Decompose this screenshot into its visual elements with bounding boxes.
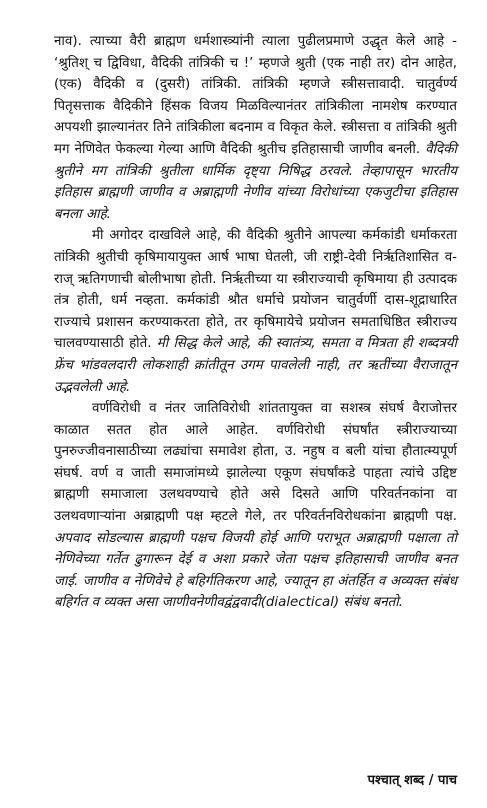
paragraph-italic-text: मी सिद्ध केले आहे, की स्वातंत्र्य, समता व मित्रता ही शब्दत्रयी फ्रेंच भांडवलदारी लोकशाही क्रांतीतून उगम पावलेली नाही, तर ऋतींच्या वैराजातून उद्भवलेली आहे. bbox=[54, 336, 457, 395]
paragraph-text: वर्णविरोधी व नंतर जातिविरोधी शांततायुक्त वा सशस्त्र संघर्ष वैराजोत्तर काळात सतत होत आले आहेत. वर्णविरोधी संघर्षांत स्त्रीराज्याच्या पुनरुज्जीवनासाठीच्या लढ्यांचा समावेश होता, उ. नहुष व बली यांचा हौतात्म्यपूर्ण संघर्ष. वर्ण व जाती समाजांमध्ये झालेल्या एकूण संघर्षांकडे पाहता त्यांचे उद्दिष्ट ब्राह्मणी समाजाला उलथवण्याचे होते असे दिसते आणि परिवर्तनकांना वा उलथवणाऱ्यांना अब्राह्मणी पक्ष म्हटले गेले, तर परिवर्तनविरोधकांना ब्राह्मणी पक्ष. bbox=[54, 401, 457, 525]
page-footer: पश्चात् शब्द / पाच bbox=[367, 773, 457, 788]
paragraph-italic-text: अपवाद सोडल्यास ब्राह्मणी पक्षच विजयी होई आणि पराभूत अब्राह्मणी पक्षाला तो नेणिवेच्या गर्तेत ढुगारून देई व अशा प्रकारे जेता पक्षच इतिहासाची जाणीव बनत जाई. जाणीव व नेणिवेचे हे बहिर्गतिकरण आहे, ज्यातून हा अंतर्हित व अव्यक्त संबंध बहिर्गत व व्यक्त असा जाणीवनेणीवद्वंद्ववादी(dialectical) संबंध बनतो. bbox=[54, 530, 457, 611]
paragraph-text: नाव). त्याच्या वैरी ब्राह्मण धर्मशास्त्र्यांनी त्याला पुढीलप्रमाणे उद्धृत केले आहे - ‘श्रुतिश् च द्विविधा, वैदिकी तांत्रिकी च !’ म्हणजे श्रुती (एक नाही तर) दोन आहेत, (एक) वैदिकी व (दुसरी) तांत्रिकी. तांत्रिकी म्हणजे स्त्रीसत्तावादी. चातुर्वर्ण्य पितृसत्ताक वैदिकीने हिंसक विजय मिळविल्यानंतर तांत्रिकीला नामशेष करण्यात अपयशी झाल्यानंतर तिने तांत्रिकीला बदनाम व विकृत केले. स्त्रीसत्ता व तांत्रिकी श्रुती मग नेणिवेत फेकल्या गेल्या आणि वैदिकी श्रुतीच इतिहासाची जाणीव बनली. bbox=[54, 34, 457, 157]
body-paragraph bbox=[54, 225, 457, 398]
paragraph-italic-text: वैदिकी श्रुतीने मग तांत्रिकी श्रुतीला धार्मिक दृष्ट्या निषिद्ध ठरवले. तेव्हापासून भारतीय इतिहास ब्राह्मणी जाणीव व अब्राह्मणी नेणीव यांच्या विरोधांच्या एकजुटीचा इतिहास बनला आहे. bbox=[54, 141, 457, 222]
body-paragraph bbox=[54, 398, 457, 614]
body-paragraph bbox=[54, 31, 457, 225]
paragraph-text: मी अगोदर दाखविले आहे, की वैदिकी श्रुतीने आपल्या कर्मकांडी धर्माकरता तांत्रिकी श्रुतीची कृषिमायायुक्त आर्ष भाषा घेतली, जी राष्ट्री-देवी निर्ऋतिशासित व-राज् ऋतिगणाची बोलीभाषा होती. निर्ऋतीच्या या स्त्रीराज्याची कृषिमाया ही उत्पादक तंत्र होती, धर्म नव्हता. कर्मकांडी श्रौत धर्माचे प्रयोजन चातुर्वर्णी दास-शूद्राधारित राज्याचे प्रशासन करण्याकरता होते, तर कृषिमायेचे प्रयोजन समताधिष्ठित स्त्रीराज्य चालवण्यासाठी होते. bbox=[54, 228, 457, 352]
